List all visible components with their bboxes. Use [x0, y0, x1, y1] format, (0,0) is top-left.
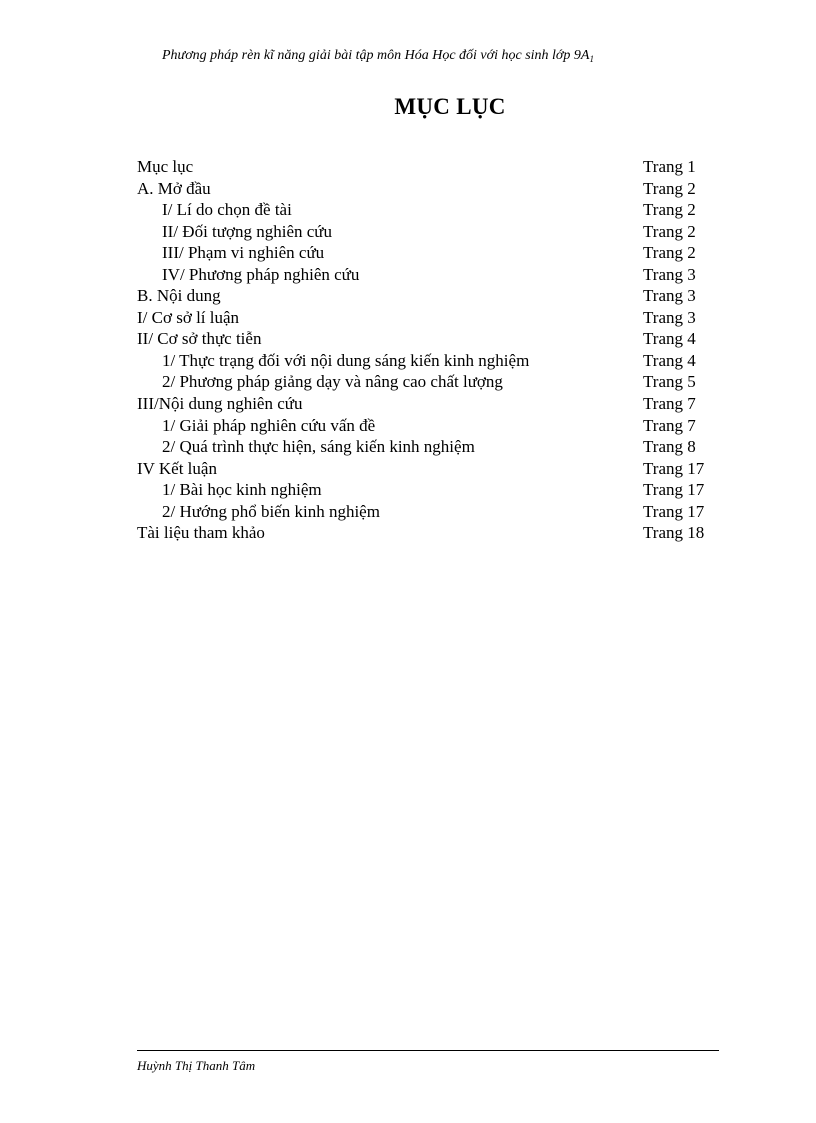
toc-entry	[137, 199, 717, 221]
toc-entry-label: 1/ Giải pháp nghiên cứu vấn đề	[162, 415, 376, 435]
toc-entry-page: Trang 2	[643, 200, 696, 220]
toc-entry-page: Trang 2	[643, 178, 696, 198]
toc-entry-label: 2/ Phương pháp giảng dạy và nâng cao chất lượng	[162, 372, 503, 392]
toc-entry	[137, 458, 717, 480]
toc-entry	[137, 479, 717, 501]
toc-entry-label: III/Nội dung nghiên cứu	[137, 394, 303, 414]
toc-entry-label: A. Mở đầu	[137, 178, 211, 198]
toc-entry-page: Trang 4	[643, 350, 696, 370]
toc-entry-label: Tài liệu tham khảo	[137, 523, 265, 543]
toc-entry-label: IV/ Phương pháp nghiên cứu	[162, 264, 360, 284]
toc-entry-label: 1/ Thực trạng đối với nội dung sáng kiến kinh nghiệm	[162, 350, 530, 370]
toc-entry	[137, 307, 717, 329]
toc-entry-label: B. Nội dung	[137, 286, 221, 306]
toc-entry-label: I/ Cơ sở lí luận	[137, 307, 240, 327]
toc-entry	[137, 350, 717, 372]
toc-entry-label: IV Kết luận	[137, 458, 217, 478]
toc-entry	[137, 415, 717, 437]
toc-entry	[137, 501, 717, 523]
toc-entry-label: I/ Lí do chọn đề tài	[162, 200, 292, 220]
toc-entry-page: Trang 18	[643, 523, 705, 543]
toc-entry	[137, 156, 717, 178]
toc-entry-page: Trang 7	[643, 394, 696, 414]
footer-author: Huỳnh Thị Thanh Tâm	[137, 1058, 256, 1073]
toc-entry-label: II/ Đối tượng nghiên cứu	[162, 221, 332, 241]
toc-entry-label: 2/ Hướng phổ biến kinh nghiệm	[162, 501, 380, 521]
toc-entry-label: 2/ Quá trình thực hiện, sáng kiến kinh nghiệm	[162, 437, 475, 457]
toc-entry	[137, 522, 717, 544]
toc-entry	[137, 221, 717, 243]
toc-entry-page: Trang 3	[643, 286, 696, 306]
toc-entry	[137, 285, 717, 307]
table-of-contents	[137, 156, 717, 544]
toc-entry	[137, 393, 717, 415]
toc-entry-page: Trang 17	[643, 501, 705, 521]
toc-entry-label: 1/ Bài học kinh nghiệm	[162, 480, 322, 500]
toc-entry-label: II/ Cơ sở thực tiễn	[137, 329, 262, 349]
page-title: MỤC LỤC	[394, 94, 506, 119]
toc-entry-page: Trang 1	[643, 157, 696, 176]
toc-entry	[137, 242, 717, 264]
toc-entry-page: Trang 4	[643, 329, 696, 349]
toc-entry-page: Trang 2	[643, 243, 696, 263]
header-subscript: 1	[589, 54, 594, 64]
toc-entry-page: Trang 5	[643, 372, 696, 392]
toc-entry	[137, 436, 717, 458]
toc-entry-page: Trang 8	[643, 437, 696, 457]
toc-entry-page: Trang 17	[643, 458, 705, 478]
toc-entry	[137, 264, 717, 286]
toc-entry	[137, 178, 717, 200]
toc-entry-page: Trang 3	[643, 307, 696, 327]
toc-entry-page: Trang 2	[643, 221, 696, 241]
toc-entry-label: Mục lục	[137, 157, 194, 176]
footer-divider	[137, 1050, 719, 1051]
page-header	[162, 48, 594, 64]
toc-entry	[137, 371, 717, 393]
toc-entry-page: Trang 3	[643, 264, 696, 284]
header-text: Phương pháp rèn kĩ năng giải bài tập môn Hóa Học đối với học sinh lớp 9A	[162, 48, 590, 63]
toc-entry	[137, 328, 717, 350]
toc-entry-label: III/ Phạm vi nghiên cứu	[162, 243, 325, 263]
toc-entry-page: Trang 7	[643, 415, 696, 435]
toc-entry-page: Trang 17	[643, 480, 705, 500]
